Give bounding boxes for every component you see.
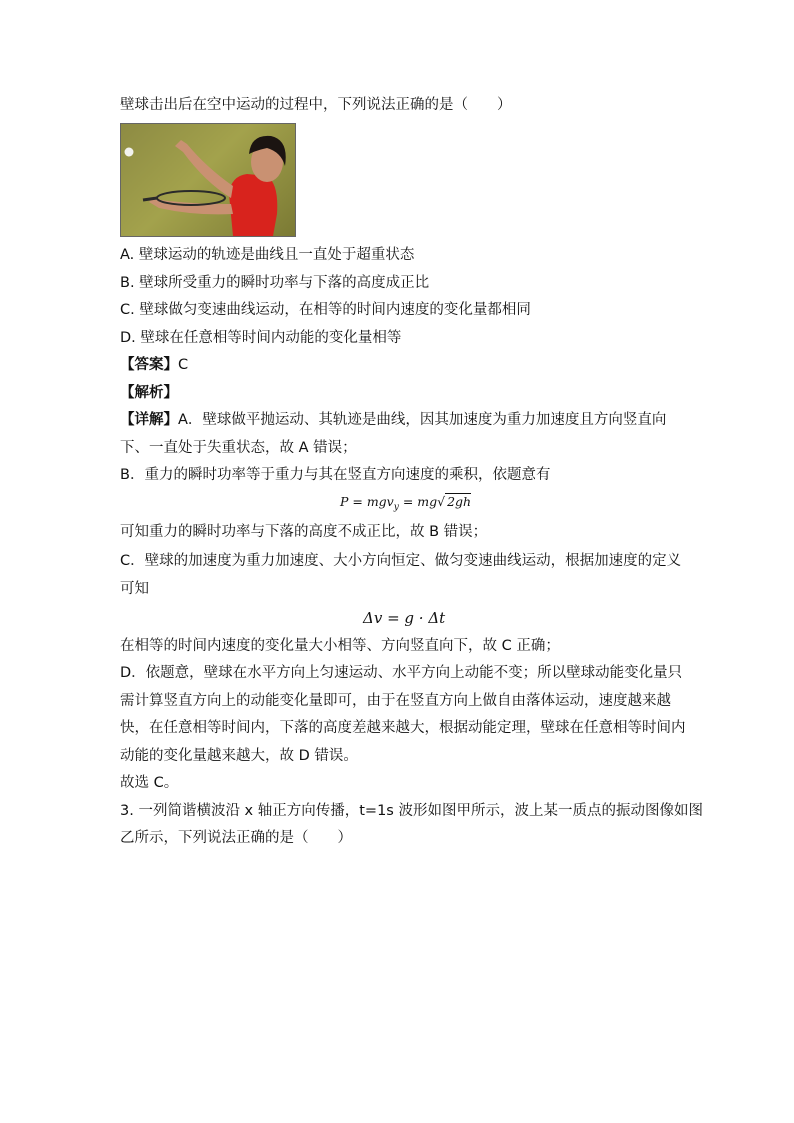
delta-v-formula: Δv = g · Δt (363, 609, 446, 627)
answer-line (120, 355, 188, 375)
option-c: C. 壁球做匀变速曲线运动，在相等的时间内速度的变化量都相同 (120, 302, 531, 318)
question-intro: 壁球击出后在空中运动的过程中，下列说法正确的是（ ） (120, 97, 512, 113)
detail-d-line4: 动能的变化量越来越大，故 D 错误。 (120, 748, 358, 764)
detail-d-line3: 快，在任意相等时间内，下落的高度差越来越大，根据动能定理，壁球在任意相等时间内 (120, 720, 686, 736)
squash-player-photo (120, 123, 296, 237)
answer-label: 【答案】 (120, 357, 178, 373)
detail-c-line2: 可知 (120, 581, 149, 597)
formula1-sub: y (393, 502, 399, 513)
detail-a-text: A．壁球做平抛运动、其轨迹是曲线，因其加速度为重力加速度且方向竖直向 (178, 412, 667, 428)
option-d: D. 壁球在任意相等时间内动能的变化量相等 (120, 330, 402, 346)
detail-a-line2: 下、一直处于失重状态，故 A 错误； (120, 440, 357, 456)
detail-d-line2: 需计算竖直方向上的动能变化量即可，由于在竖直方向上做自由落体运动，速度越来越 (120, 693, 671, 709)
answer-value: C (178, 357, 189, 373)
detail-d-line1: D．依题意，壁球在水平方向上匀速运动、水平方向上动能不变；所以壁球动能变化量只 (120, 665, 683, 681)
question3-line2: 乙所示，下列说法正确的是（ ） (120, 830, 352, 846)
detail-c-line3: 在相等的时间内速度的变化量大小相等、方向竖直向下，故 C 正确； (120, 638, 560, 654)
squash-player-image (121, 124, 295, 236)
detail-label: 【详解】 (120, 412, 178, 428)
power-formula: P = mgv$_y$ = mg√ 2gh (340, 494, 472, 513)
formula1-lhs: P = mgv (340, 494, 394, 509)
option-a: A. 壁球运动的轨迹是曲线且一直处于超重状态 (120, 247, 415, 263)
analysis-label: 【解析】 (120, 385, 178, 401)
formula1-radicand: 2gh (447, 494, 472, 509)
detail-b-line2: 可知重力的瞬时功率与下落的高度不成正比，故 B 错误； (120, 524, 488, 540)
formula1-mid: = mg (398, 494, 438, 509)
detail-b-line1: B．重力的瞬时功率等于重力与其在竖直方向速度的乘积，依题意有 (120, 467, 551, 483)
option-b: B. 壁球所受重力的瞬时功率与下落的高度成正比 (120, 275, 430, 291)
question3-line1: 3. 一列简谐横波沿 x 轴正方向传播，t=1s 波形如图甲所示，波上某一质点的振动图像如图 (120, 803, 703, 819)
conclusion: 故选 C。 (120, 775, 179, 791)
detail-c-line1: C．壁球的加速度为重力加速度、大小方向恒定、做匀变速曲线运动，根据加速度的定义 (120, 553, 682, 569)
detail-a-line1 (120, 410, 666, 430)
